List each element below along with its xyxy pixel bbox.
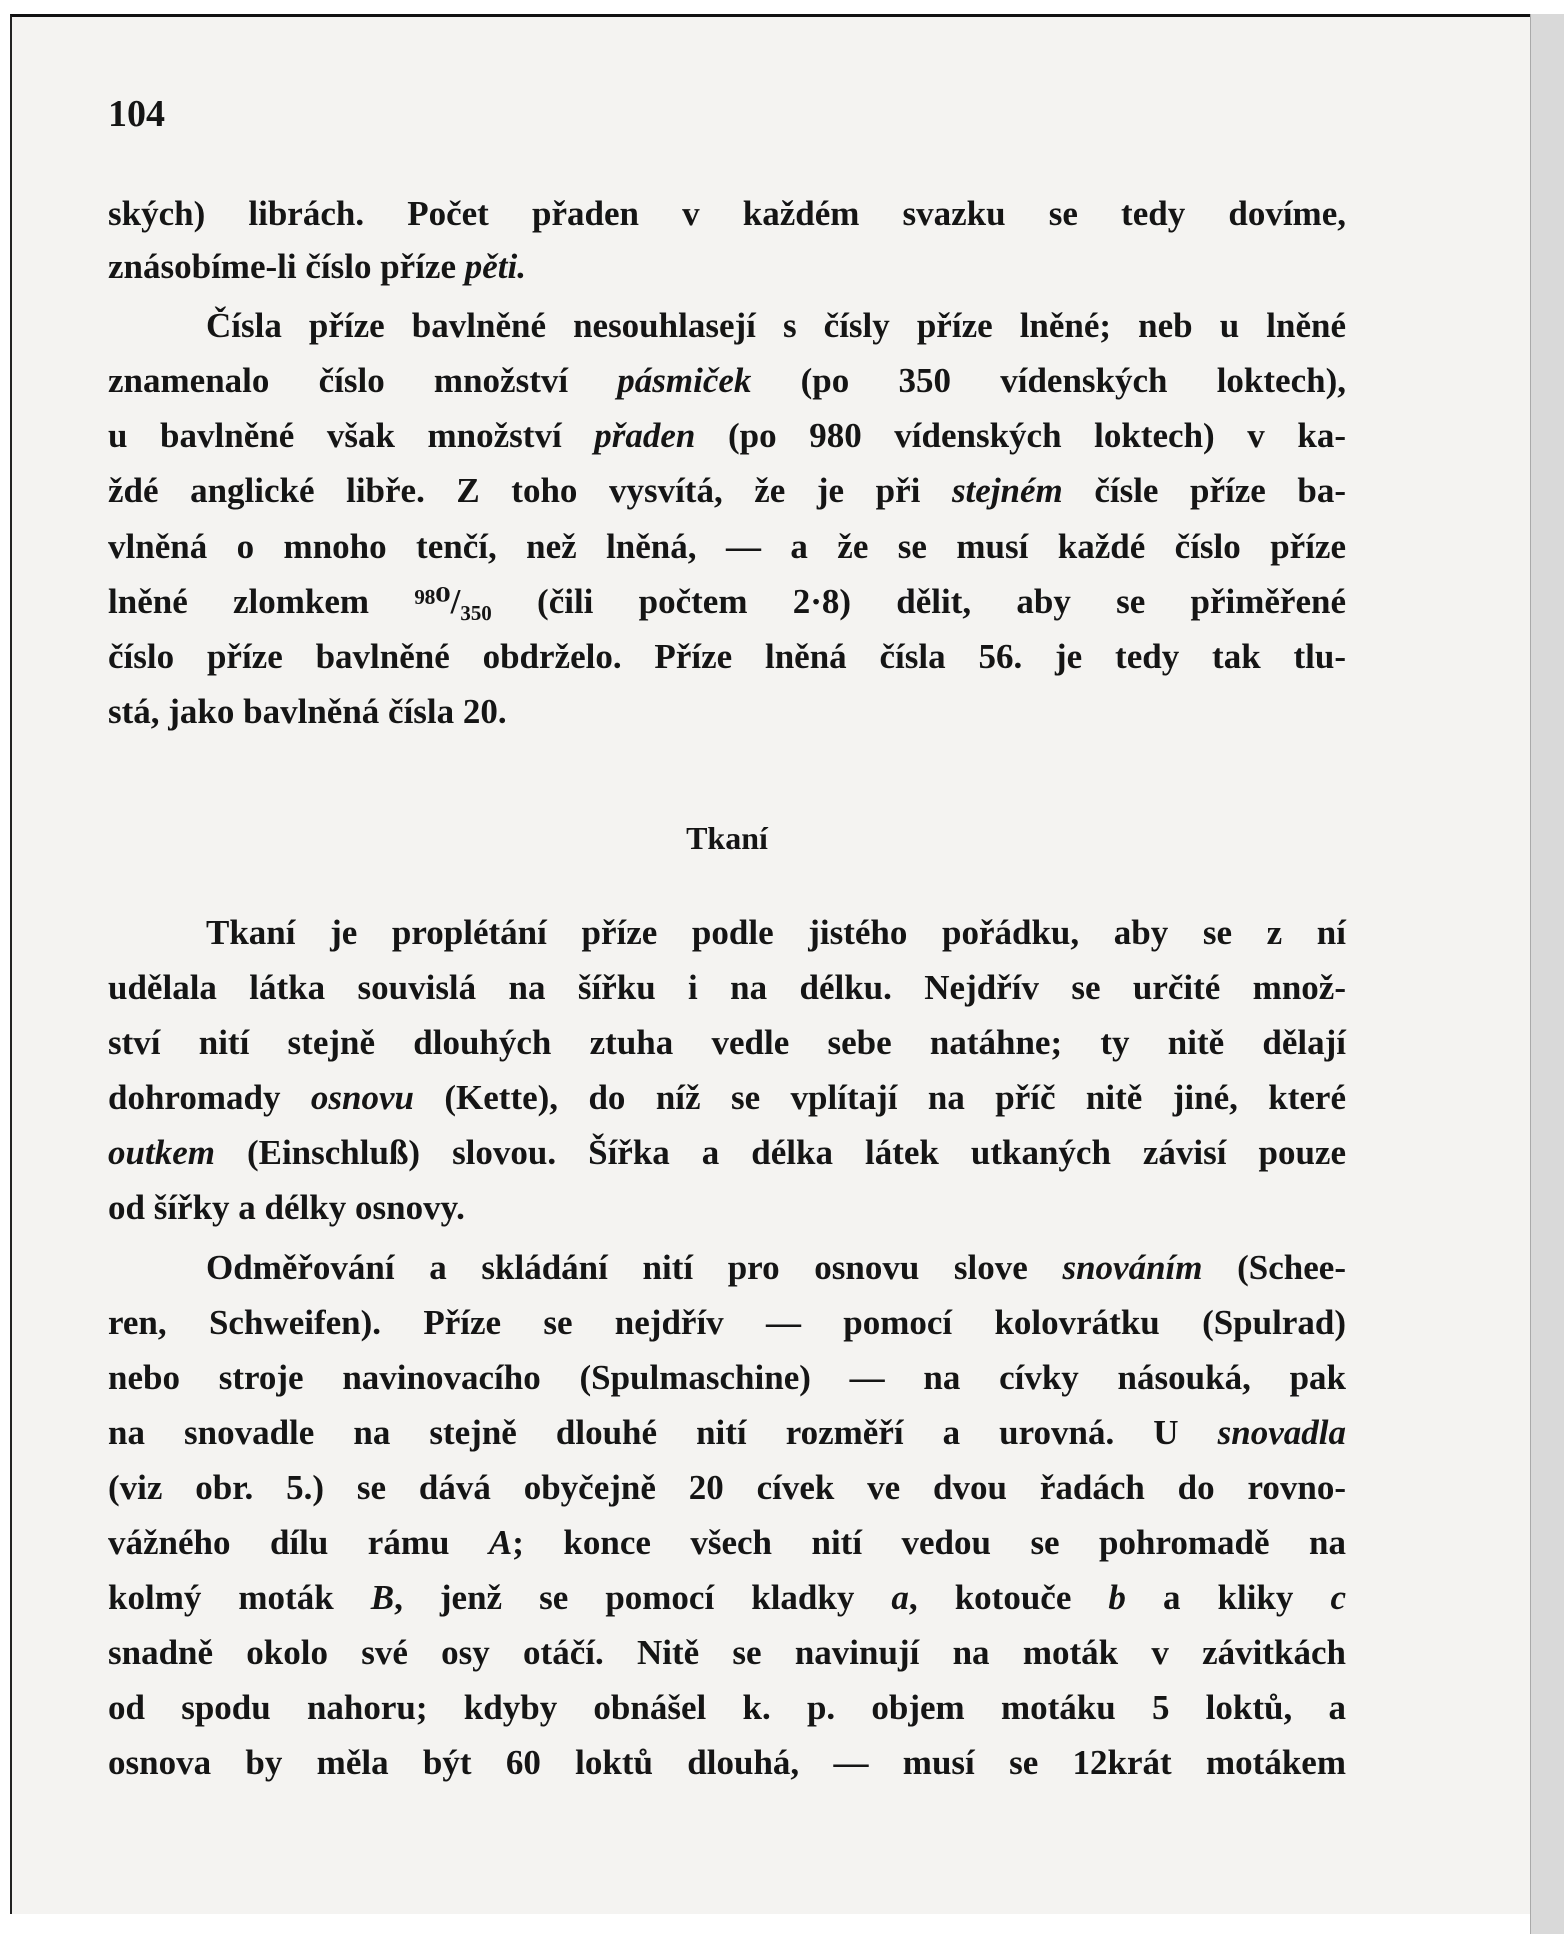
text-line: na snovadle na stejně dlouhé nití rozměří a urovná. U snovadla (108, 1413, 1346, 1452)
page-number: 104 (108, 93, 165, 135)
text-line: (viz obr. 5.) se dává obyčejně 20 cívek ve dvou řadách do rovno- (108, 1468, 1346, 1507)
text-line: dohromady osnovu (Kette), do níž se vplítají na příč nitě jiné, které (108, 1078, 1346, 1117)
text-line: od spodu nahoru; kdyby obnášel k. p. objem motáku 5 loktů, a (108, 1688, 1346, 1727)
text-line: od šířky a délky osnovy. (108, 1188, 465, 1227)
text-line: u bavlněné však množství přaden (po 980 vídenských loktech) v ka- (108, 416, 1346, 455)
page-edge (1530, 14, 1564, 1934)
page-frame (10, 14, 1544, 1914)
text-line: Čísla příze bavlněné nesouhlasejí s čísly příze lněné; neb u lněné (206, 306, 1346, 345)
text-line: ren, Schweifen). Příze se nejdřív — pomocí kolovrátku (Spulrad) (108, 1303, 1346, 1342)
text-line: stá, jako bavlněná čísla 20. (108, 692, 507, 731)
text-line: kolmý moták B, jenž se pomocí kladky a, kotouče b a kliky c (108, 1578, 1346, 1617)
text-line: ských) librách. Počet přaden v každém svazku se tedy dovíme, (108, 194, 1346, 233)
text-line: vlněná o mnoho tenčí, než lněná, — a že se musí každé číslo příze (108, 527, 1346, 566)
text-line: outkem (Einschluß) slovou. Šířka a délka látek utkaných závisí pouze (108, 1133, 1346, 1172)
text-line: znásobíme-li číslo příze pěti. (108, 247, 526, 286)
text-line: nebo stroje navinovacího (Spulmaschine) — na cívky násouká, pak (108, 1358, 1346, 1397)
text-line: ství nití stejně dlouhých ztuha vedle sebe natáhne; ty nitě dělají (108, 1023, 1346, 1062)
text-line: znamenalo číslo množství pásmiček (po 350 vídenských loktech), (108, 361, 1346, 400)
text-line: Odměřování a skládání nití pro osnovu slove snováním (Schee- (206, 1248, 1346, 1287)
text-line: lněné zlomkem ⁹⁸⁰/₃₅₀ (čili počtem 2·8) dělit, aby se přiměřené (108, 582, 1346, 621)
text-line: Tkaní je proplétání příze podle jistého pořádku, aby se z ní (206, 913, 1346, 952)
text-line: snadně okolo své osy otáčí. Nitě se navinují na moták v závitkách (108, 1633, 1346, 1672)
text-line: vážného dílu rámu A; konce všech nití vedou se pohromadě na (108, 1523, 1346, 1562)
text-line: udělala látka souvislá na šířku i na délku. Nejdřív se určité množ- (108, 968, 1346, 1007)
text-line: ždé anglické libře. Z toho vysvítá, že je při stejném čísle příze ba- (108, 471, 1346, 510)
section-heading: Tkaní (686, 820, 768, 856)
text-line: číslo příze bavlněné obdrželo. Příze lněná čísla 56. je tedy tak tlu- (108, 637, 1346, 676)
text-line: osnova by měla být 60 loktů dlouhá, — musí se 12krát motákem (108, 1743, 1346, 1782)
